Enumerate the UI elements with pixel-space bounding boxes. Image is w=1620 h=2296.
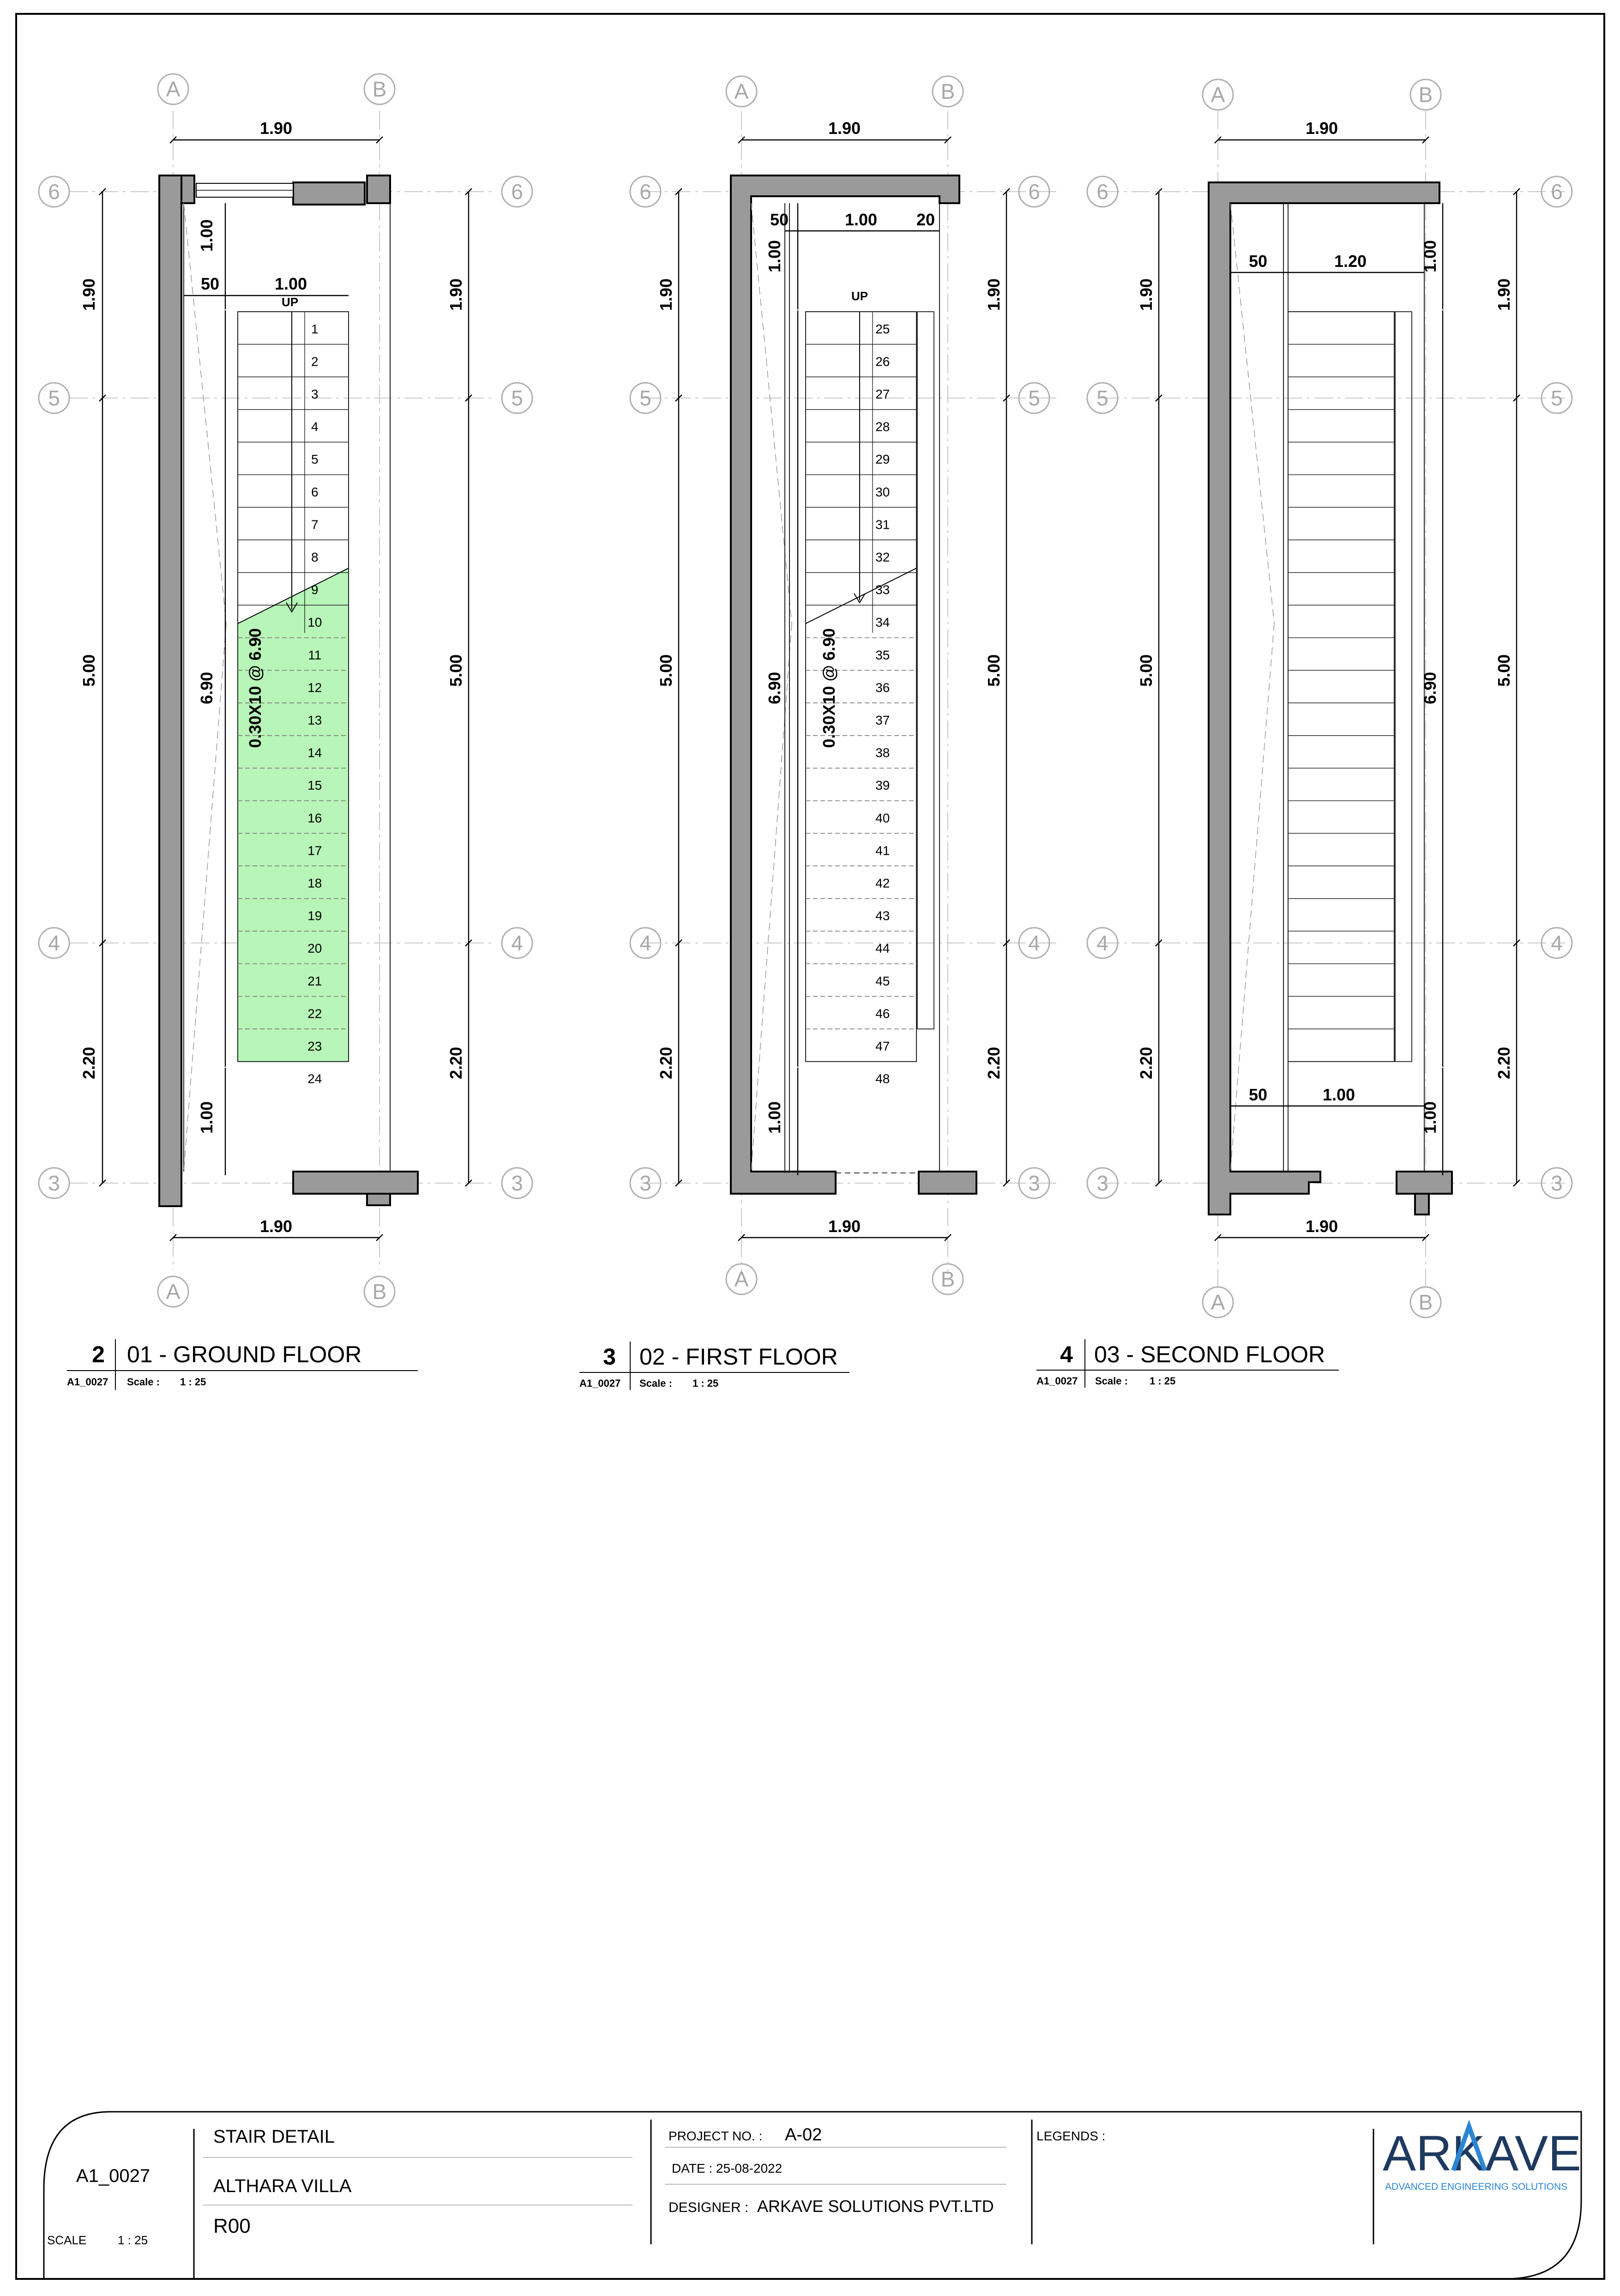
step-number: 31	[875, 517, 890, 532]
step-number: 17	[307, 843, 322, 858]
dim-right-2: 5.00	[446, 654, 465, 687]
step-number: 5	[311, 452, 319, 467]
step-number: 37	[875, 713, 890, 727]
sheet-ref: A1_0027	[76, 2166, 151, 2186]
logo-tagline: ADVANCED ENGINEERING SOLUTIONS	[1385, 2181, 1568, 2192]
grid-label: 4	[1096, 931, 1108, 955]
grid-label: 3	[511, 1171, 523, 1195]
step-number: 1	[311, 321, 319, 336]
step-number: 36	[875, 680, 890, 695]
step-number: 11	[308, 647, 322, 662]
grid-label: 4	[1551, 931, 1563, 955]
step-number: 20	[307, 941, 322, 956]
grid-bubble-3-right	[502, 1168, 532, 1198]
grid-bubble-a-bottom	[158, 1276, 188, 1307]
dim-flight-run: 6.90	[765, 671, 784, 705]
grid-bubble-b-top	[1410, 79, 1441, 110]
dim-top-width: 1.90	[1305, 119, 1338, 138]
grid-label: 6	[1551, 180, 1563, 204]
wall-bottom-corner	[367, 1194, 390, 1205]
view-number: 2	[92, 1341, 105, 1367]
wall-perimeter	[1209, 182, 1439, 1214]
title-block	[44, 2112, 1581, 2279]
stair-outline	[1288, 312, 1394, 1062]
wall-left	[159, 175, 181, 1206]
dim-top-gap: 1.00	[765, 240, 784, 273]
dim-landing-left: 50	[770, 210, 789, 229]
grid-label: B	[372, 1280, 387, 1304]
step-number: 23	[307, 1039, 322, 1053]
dim-top-width-inner: 1.20	[1334, 252, 1367, 271]
grid-label: 3	[1096, 1171, 1108, 1195]
step-number: 30	[875, 484, 890, 499]
wall-bottom	[293, 1172, 418, 1194]
view-ref: A1_0027	[1036, 1375, 1078, 1387]
step-number: 32	[875, 550, 890, 564]
grid-label: A	[166, 1280, 181, 1304]
step-number: 21	[307, 973, 322, 988]
dim-landing-left: 50	[200, 274, 220, 293]
grid-label: 5	[639, 386, 651, 410]
grid-bubble-a-top	[1203, 79, 1233, 110]
step-number: 12	[307, 680, 322, 695]
step-number: 28	[875, 419, 890, 434]
grid-label: 4	[639, 931, 651, 955]
dim-bottom-offset: 50	[1248, 1085, 1268, 1104]
grid-label: A	[734, 79, 749, 103]
step-number: 16	[307, 810, 322, 825]
step-number: 10	[307, 615, 322, 630]
grid-label: 6	[1028, 180, 1040, 204]
grid-bubble-a-bottom	[1203, 1287, 1233, 1317]
view-scale: 1 : 25	[693, 1378, 719, 1389]
view-ref: A1_0027	[579, 1378, 621, 1389]
view-title-ground	[67, 1339, 418, 1390]
grid-label: 5	[48, 386, 60, 410]
step-number: 45	[875, 973, 890, 988]
step-number: 6	[311, 484, 319, 499]
step-number: 33	[875, 582, 890, 597]
dim-left-2: 5.00	[656, 654, 675, 687]
grid-label: B	[1418, 1290, 1433, 1314]
step-number: 15	[307, 778, 322, 793]
step-number: 8	[311, 550, 319, 564]
dim-bottom-gap: 1.00	[1421, 1101, 1439, 1134]
grid-label: 5	[1551, 386, 1563, 410]
step-number: 7	[311, 517, 319, 532]
grid-label: 6	[48, 180, 60, 204]
dim-top-gap: 1.00	[1421, 240, 1439, 273]
handrail	[1395, 312, 1412, 1062]
grid-label: B	[372, 77, 387, 101]
dim-stair-width: 1.00	[844, 210, 878, 229]
step-number: 19	[307, 908, 322, 923]
grid-label: 6	[511, 180, 523, 204]
grid-label: 3	[48, 1171, 60, 1195]
date: DATE : 25-08-2022	[672, 2161, 783, 2175]
project-no-label: PROJECT NO. :	[668, 2129, 763, 2143]
dim-left-3: 2.20	[79, 1046, 98, 1080]
sheet-border	[16, 14, 1604, 2279]
step-number: 3	[311, 387, 319, 401]
grid-bubble-3-left	[39, 1168, 69, 1198]
dim-top-width: 1.90	[828, 119, 861, 138]
logo-text: ARKAVE	[1383, 2125, 1582, 2181]
grid-label: A	[1210, 1290, 1225, 1314]
designer: ARKAVE SOLUTIONS PVT.LTD	[757, 2197, 994, 2216]
dim-stair-width: 1.00	[274, 274, 307, 293]
step-number: 22	[307, 1006, 322, 1021]
grid-label: B	[940, 79, 955, 103]
dim-left-2: 5.00	[79, 654, 98, 687]
up-label: UP	[281, 295, 299, 309]
grid-bubble-4-left	[39, 928, 69, 958]
step-number: 4	[311, 419, 319, 434]
wall-bottom-right	[1397, 1172, 1452, 1194]
dim-flight-run: 6.90	[197, 671, 216, 705]
grid-label: A	[734, 1267, 749, 1291]
step-number: 34	[875, 615, 890, 630]
scale-label: SCALE	[47, 2233, 87, 2247]
project-no: A-02	[785, 2125, 822, 2145]
step-number: 44	[875, 941, 890, 956]
dim-right-2: 5.00	[984, 654, 1003, 687]
wall-bottom-right-stub	[1415, 1194, 1429, 1214]
grid-bubble-a-top	[158, 74, 188, 104]
grid-bubble-a-bottom	[726, 1264, 757, 1294]
view-scale: 1 : 25	[1150, 1375, 1176, 1387]
grid-bubble-b-top	[933, 76, 963, 107]
step-number: 35	[875, 647, 890, 662]
project-name: ALTHARA VILLA	[213, 2176, 352, 2196]
grid-label: 3	[1028, 1171, 1040, 1195]
dim-bottom-gap: 1.00	[765, 1101, 784, 1134]
dim-flight-run: 6.90	[1421, 671, 1439, 705]
view-title-second	[1036, 1339, 1339, 1388]
dim-top-width: 1.90	[259, 119, 293, 138]
step-number: 24	[307, 1071, 322, 1086]
dim-left-3: 2.20	[1137, 1046, 1156, 1080]
view-title: 03 - SECOND FLOOR	[1094, 1341, 1325, 1367]
dim-left-1: 1.90	[656, 278, 675, 311]
grid-label: 5	[1028, 386, 1040, 410]
grid-bubble-5-right	[502, 383, 532, 413]
handrail	[917, 312, 934, 1029]
grid-bubble-5-left	[39, 383, 69, 413]
legends-label: LEGENDS :	[1036, 2129, 1106, 2143]
second-floor-plan	[1036, 79, 1572, 1388]
step-number: 25	[875, 321, 890, 336]
step-number: 13	[307, 713, 322, 727]
step-number: 42	[875, 876, 890, 890]
view-title: 02 - FIRST FLOOR	[639, 1344, 838, 1370]
step-number: 27	[875, 387, 890, 401]
grid-label: 3	[639, 1171, 651, 1195]
grid-label: 4	[511, 931, 523, 955]
view-title: 01 - GROUND FLOOR	[127, 1341, 362, 1367]
grid-bubble-b-bottom	[1410, 1287, 1441, 1317]
dim-rail-gap: 20	[916, 210, 935, 229]
grid-label: 4	[48, 931, 60, 955]
step-number: 39	[875, 778, 890, 793]
view-number: 3	[603, 1344, 616, 1370]
dim-right-3: 2.20	[984, 1046, 1003, 1080]
step-number: 2	[311, 354, 319, 369]
view-number: 4	[1060, 1341, 1073, 1367]
step-number: 14	[307, 745, 322, 760]
dim-left-1: 1.90	[79, 278, 98, 311]
grid-label: 6	[1096, 180, 1108, 204]
grid-label: 5	[1096, 386, 1108, 410]
dim-top-gap: 1.00	[197, 219, 216, 252]
dim-bottom-width: 1.90	[828, 1217, 861, 1236]
designer-label: DESIGNER :	[668, 2200, 749, 2215]
up-label: UP	[851, 289, 868, 303]
dim-bottom-width: 1.90	[259, 1217, 293, 1236]
dim-right-2: 5.00	[1494, 654, 1513, 687]
step-number: 26	[875, 354, 890, 369]
step-number: 46	[875, 1006, 890, 1021]
grid-label: A	[1210, 83, 1225, 107]
dim-bottom-width-inner: 1.00	[1322, 1085, 1355, 1104]
arkave-logo	[1383, 2125, 1581, 2192]
grid-label: 3	[1551, 1171, 1563, 1195]
step-number: 29	[875, 452, 890, 467]
grid-label: A	[166, 77, 181, 101]
grid-label: 4	[1028, 931, 1040, 955]
dim-bottom-gap: 1.00	[197, 1101, 216, 1134]
wall-bottom-right	[919, 1172, 976, 1194]
step-number: 47	[875, 1039, 890, 1053]
scale-label: Scale :	[639, 1378, 672, 1389]
first-floor-plan	[579, 76, 1060, 1390]
sheet-scale: 1 : 25	[118, 2233, 148, 2247]
dim-left-1: 1.90	[1137, 278, 1156, 311]
step-number: 43	[875, 908, 890, 923]
dim-right-1: 1.90	[1494, 278, 1513, 311]
grid-bubble-4-right	[502, 928, 532, 958]
step-number: 9	[311, 582, 319, 597]
dim-left-2: 5.00	[1137, 654, 1156, 687]
grid-label: 6	[639, 180, 651, 204]
grid-bubble-b-top	[364, 74, 395, 104]
step-number: 41	[875, 843, 890, 858]
grid-label: 5	[511, 386, 523, 410]
wall-top	[293, 182, 365, 205]
dim-bottom-width: 1.90	[1305, 1217, 1338, 1236]
step-number: 38	[875, 745, 890, 760]
grid-bubble-b-bottom	[364, 1276, 395, 1307]
grid-bubble-6-left	[39, 176, 69, 207]
view-scale: 1 : 25	[180, 1376, 206, 1388]
grid-bubble-6-right	[502, 176, 532, 207]
dim-right-3: 2.20	[446, 1046, 465, 1080]
scale-label: Scale :	[1095, 1375, 1128, 1387]
step-number: 18	[307, 876, 322, 890]
dim-right-3: 2.20	[1494, 1046, 1513, 1080]
revision: R00	[213, 2215, 251, 2237]
scale-label: Scale :	[127, 1376, 160, 1388]
stair-flight	[1288, 312, 1412, 1062]
grid-bubble-a-top	[726, 76, 757, 107]
step-number: 40	[875, 810, 890, 825]
grid-bubble-b-bottom	[933, 1264, 963, 1294]
step-number: 48	[875, 1071, 890, 1086]
dim-right-1: 1.90	[446, 278, 465, 311]
ground-floor-plan	[39, 74, 532, 1390]
cut-line	[806, 568, 916, 623]
grid-label: B	[940, 1267, 955, 1291]
grid-label: B	[1418, 83, 1433, 107]
view-ref: A1_0027	[67, 1376, 108, 1388]
dim-top-offset: 50	[1248, 252, 1268, 271]
drawing-title: STAIR DETAIL	[213, 2127, 335, 2147]
wall-stub	[181, 175, 194, 203]
stair-spec: 0.30X10 @ 6.90	[246, 628, 265, 748]
view-title-first	[579, 1341, 849, 1390]
dim-right-1: 1.90	[984, 278, 1003, 311]
stair-spec: 0.30X10 @ 6.90	[819, 628, 838, 748]
dim-left-3: 2.20	[656, 1046, 675, 1080]
wall-top-corner	[367, 175, 390, 203]
